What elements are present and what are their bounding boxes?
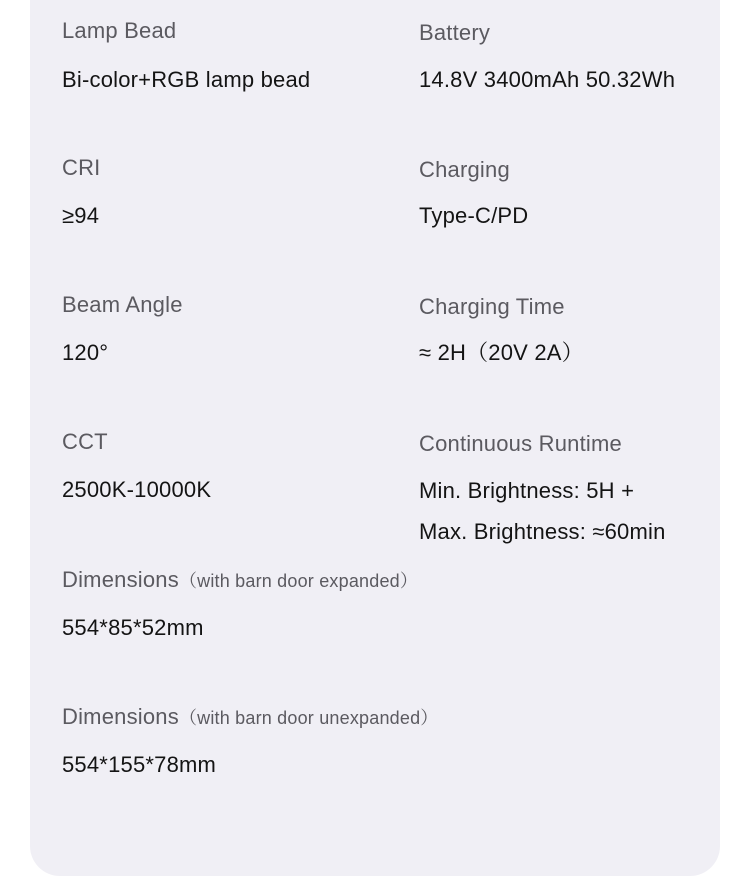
battery-label: Battery <box>419 20 491 45</box>
runtime-label: Continuous Runtime <box>419 431 622 456</box>
dimensions-unexpanded-title: Dimensions <box>62 704 179 729</box>
battery-value: 14.8V 3400mAh 50.32Wh <box>419 67 676 92</box>
charging-label: Charging <box>419 157 510 182</box>
lamp-bead-value: Bi-color+RGB lamp bead <box>62 67 311 92</box>
cri-value: ≥94 <box>62 203 100 228</box>
dimensions-unexpanded-label <box>62 703 439 732</box>
dimensions-expanded-title: Dimensions <box>62 567 179 592</box>
charging-time-value: ≈ 2H（20V 2A） <box>419 340 584 365</box>
cct-value: 2500K-10000K <box>62 477 212 502</box>
runtime-max-value: Max. Brightness: ≈60min <box>419 519 666 544</box>
beam-angle-label: Beam Angle <box>62 292 183 317</box>
charging-time-label: Charging Time <box>419 294 565 319</box>
beam-angle-value: 120° <box>62 340 109 365</box>
dimensions-unexpanded-value: 554*155*78mm <box>62 752 217 777</box>
dimensions-expanded-label <box>62 566 418 595</box>
dimensions-expanded-value: 554*85*52mm <box>62 615 204 640</box>
runtime-min-value: Min. Brightness: 5H + <box>419 478 635 503</box>
dimensions-unexpanded-note: （with barn door unexpanded） <box>178 708 439 728</box>
lamp-bead-label: Lamp Bead <box>62 18 177 43</box>
cri-label: CRI <box>62 155 101 180</box>
charging-value: Type-C/PD <box>419 203 529 228</box>
dimensions-expanded-note: （with barn door expanded） <box>178 571 419 591</box>
cct-label: CCT <box>62 429 108 454</box>
